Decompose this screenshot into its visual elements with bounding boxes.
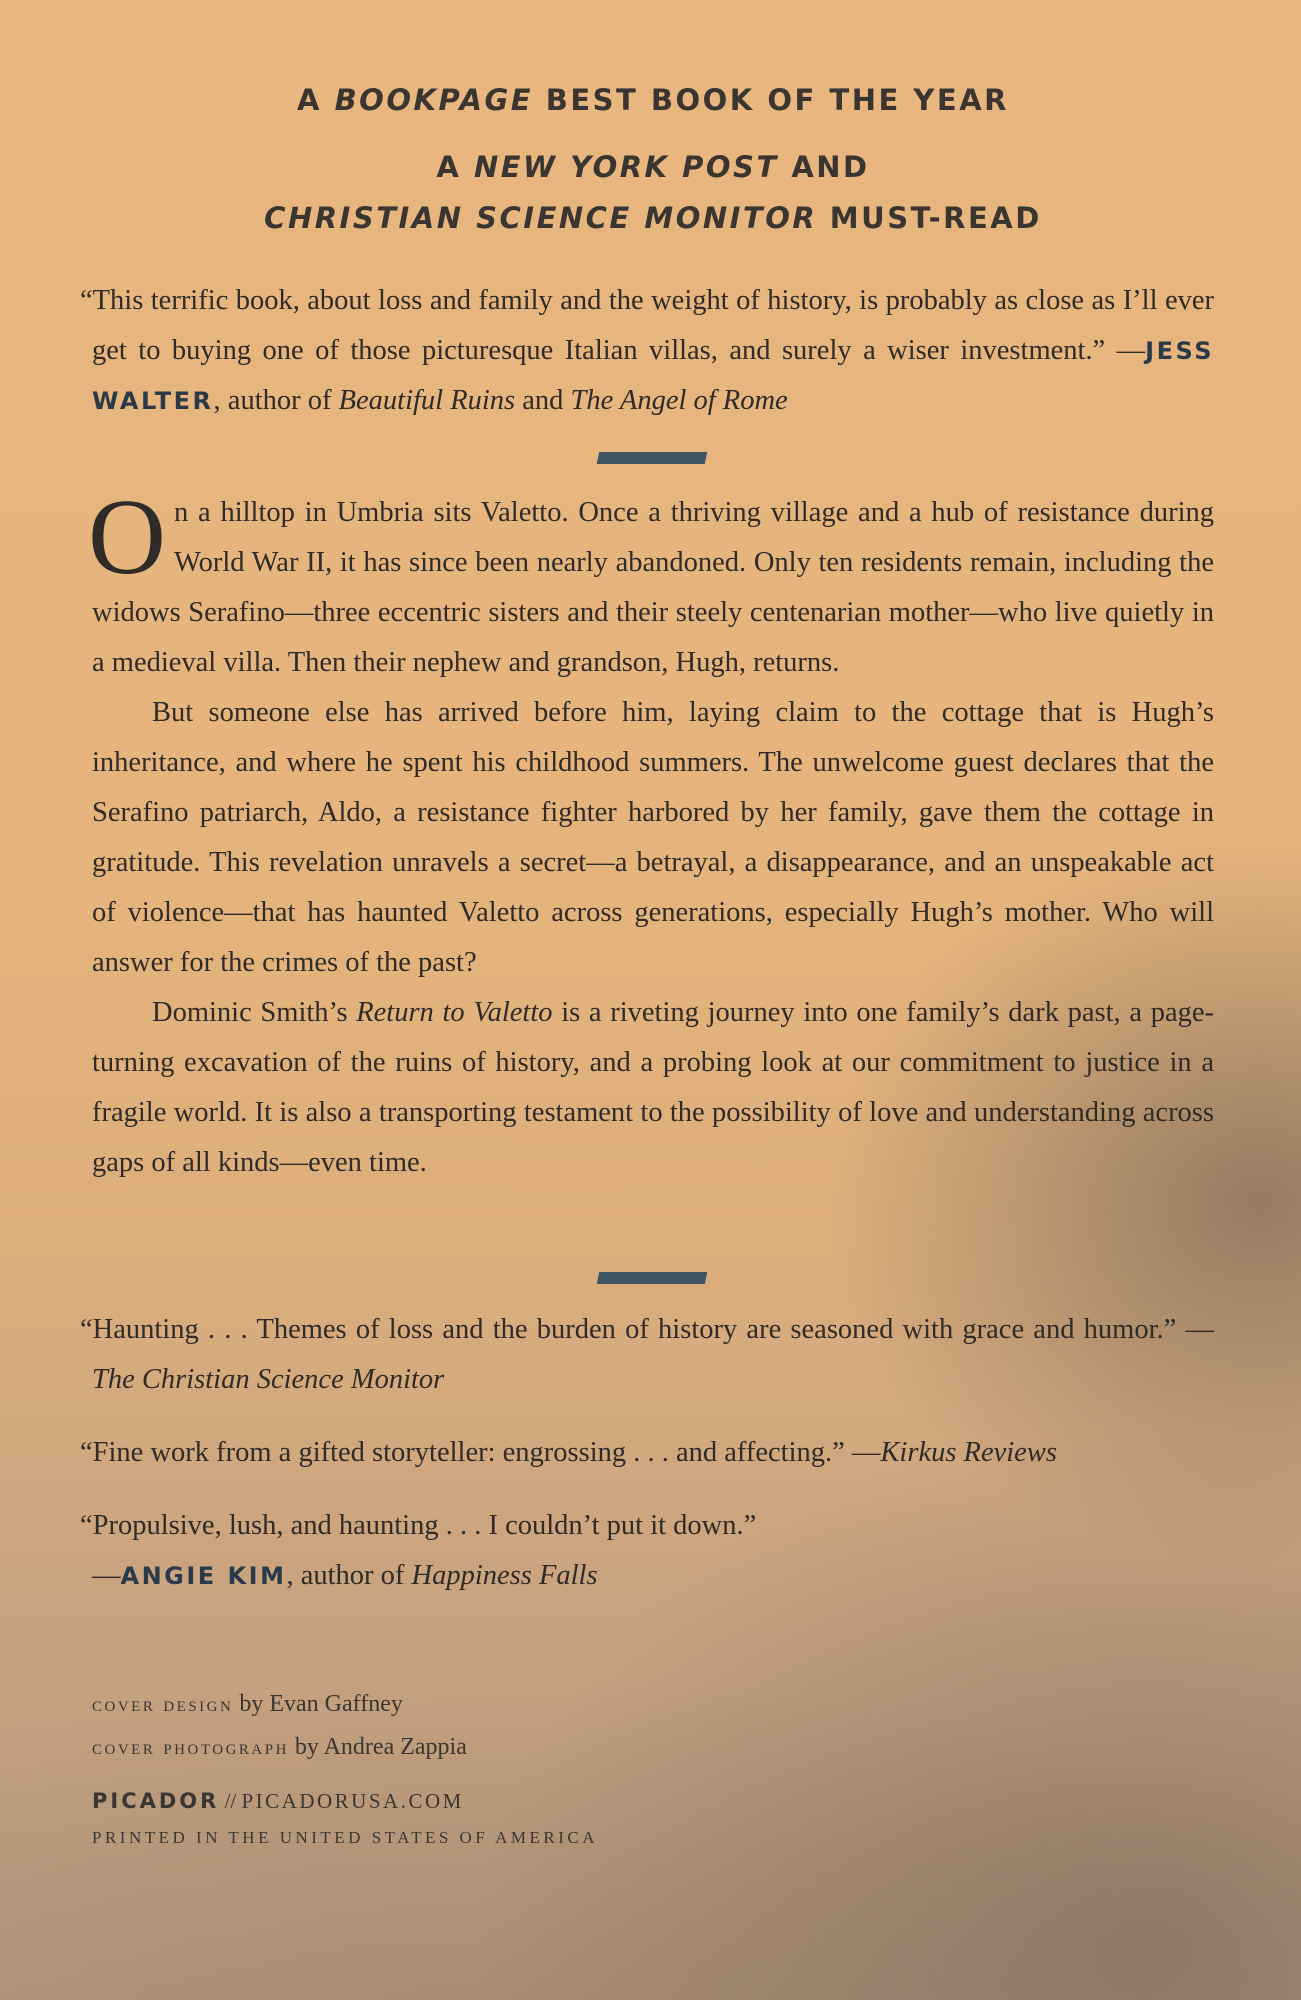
description-paragraph [92,688,1214,988]
quote-text: “Fine work from a gifted storyteller: engrossing . . . and affecting.” — [80,1437,881,1468]
separator: // [219,1789,242,1813]
printed-text: PRINTED IN THE UNITED STATES OF AMERICA [92,1828,598,1847]
quote-text: “This terrific book, about loss and family and the weight of history, is probably as close as I’ll ever get to buying one of those picturesque Italian villas, and surely a wiser investment.” — [80,285,1214,366]
credit-name: by Evan Gaffney [233,1691,403,1717]
conjunction: and [515,385,571,416]
book-title: Beautiful Ruins [338,385,516,416]
headline-italic: BOOKPAGE [334,83,534,117]
credit-label: cover design [92,1691,234,1716]
headline-nypost [92,147,1214,187]
book-description [88,478,1214,1188]
cover-design-credit [92,1688,992,1720]
paragraph-text: is a riveting journey into one family’s dark past, a page-turning excavation of the ruins of history, and a probing look at our commitment to justice in a fragile world. It is also a transporting testament to the possibility of love and understanding across gaps of all kinds—even time. [92,997,1214,1178]
quote-text: “Haunting . . . Themes of loss and the burden of history are seasoned with grace and humor.” — [80,1314,1214,1345]
quote-text: “Propulsive, lush, and haunting . . . I couldn’t put it down.” [80,1510,757,1541]
description-paragraph [92,988,1214,1188]
quote-author: ANGIE KIM [120,1562,287,1590]
headline-text: MUST-READ [829,201,1042,235]
divider-bar [597,452,708,464]
headline-text: AND [791,150,870,184]
description-paragraph [88,478,1214,688]
headline-italic: NEW YORK POST [473,150,779,184]
headline-italic: CHRISTIAN SCIENCE MONITOR [264,201,818,235]
quote-dash: — [92,1560,121,1591]
headline-bookpage [92,80,1214,120]
credit-name: by Andrea Zappia [288,1734,467,1760]
paragraph-text: n a hilltop in Umbria sits Valetto. Once a thriving village and a hub of resistance during World War II, it has since been nearly abandoned. Only ten residents remain, including the widows Serafino—three eccentric sisters and their steely centenarian mother—who live quietly in a medieval villa. Then their nephew and grandson, Hugh, returns. [92,497,1214,678]
top-review-quote [80,276,1214,426]
cover-photo-credit [92,1731,992,1763]
review-quote [80,1305,1214,1405]
drop-cap: O [88,478,166,597]
printed-in-line [92,1822,992,1854]
quote-author-suffix: , author of [286,1560,412,1591]
publisher-name: PICADOR [92,1789,220,1813]
quote-source: Kirkus Reviews [880,1437,1057,1468]
book-title: The Angel of Rome [570,385,788,416]
publisher-line [92,1785,992,1817]
headline-text: BEST BOOK OF THE YEAR [545,83,1009,117]
credit-label: cover photograph [92,1734,289,1759]
paragraph-text: But someone else has arrived before him, laying claim to the cottage that is Hugh’s inheritance, and where he spent his childhood summers. The unwelcome guest declares that the Serafino patriarch, Aldo, a resistance fighter harbored by her family, gave them the cottage in gratitude. This revelation unravels a secret—a betrayal, a disappearance, and an unspeakable act of violence—that has haunted Valetto across generations, especially Hugh’s mother. Who will answer for the crimes of the past? [92,697,1214,978]
headline-text: A [436,150,462,184]
review-quote [80,1501,1214,1601]
divider-bar [597,1272,708,1284]
book-title: Return to Valetto [356,997,553,1028]
book-title: Happiness Falls [411,1560,598,1591]
headline-csmonitor [92,198,1214,238]
publisher-website: PICADORUSA.COM [241,1789,464,1813]
quote-author-suffix: , author of [213,385,339,416]
paragraph-text: Dominic Smith’s [152,997,357,1028]
review-quote [80,1428,1214,1478]
quote-author: JESS WALTER [92,337,1214,415]
quote-source: The Christian Science Monitor [92,1364,445,1395]
headline-text: A [297,83,322,117]
